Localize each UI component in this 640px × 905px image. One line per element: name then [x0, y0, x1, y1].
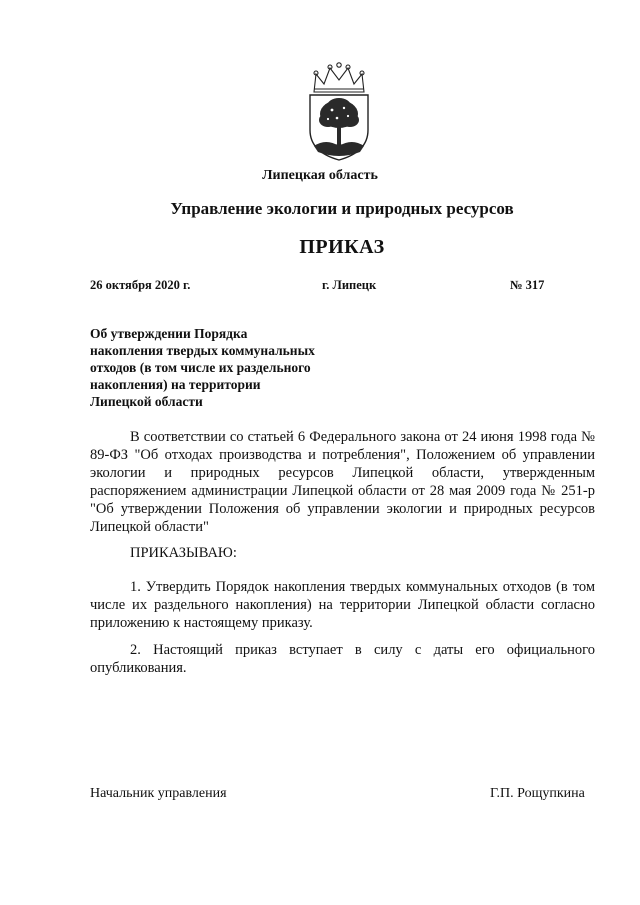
document-type: ПРИКАЗ [299, 236, 385, 258]
order-subject [90, 325, 360, 410]
order-date: 26 октября 2020 г. [90, 278, 191, 292]
item-2-paragraph [90, 641, 595, 677]
item-2-text: 2. Настоящий приказ вступает в силу с даты его официального опубликования. [90, 642, 595, 676]
order-number: № 317 [510, 278, 545, 292]
signatory-position: Начальник управления [90, 786, 227, 801]
region-name: Липецкая область [262, 168, 378, 183]
preamble-paragraph [90, 428, 595, 536]
subject-line: накопления) на территории [90, 377, 261, 392]
preamble-text: В соответствии со статьей 6 Федерального закона от 24 июня 1998 года № 89-ФЗ "Об отходах производства и потребления", Положением об управлении экологии и природных ресурсов Липецкой области, утвержденным распоряжением администрации Липецкой области от 28 мая 2009 года № 251-р "Об утверждении Положения об управлении экологии и природных ресурсов Липецкой области" [90, 429, 595, 535]
agency-name: Управление экологии и природных ресурсов [170, 199, 514, 218]
order-city: г. Липецк [322, 278, 377, 292]
subject-line: отходов (в том числе их раздельного [90, 360, 311, 375]
subject-line: накопления твердых коммунальных [90, 343, 315, 358]
order-word: ПРИКАЗЫВАЮ: [130, 545, 237, 561]
subject-line: Липецкой области [90, 394, 203, 409]
signatory-name: Г.П. Рощупкина [490, 786, 585, 801]
item-1-text: 1. Утвердить Порядок накопления твердых коммунальных отходов (в том числе их раздельного накопления) на территории Липецкой области согласно приложению к настоящему приказу. [90, 579, 595, 631]
subject-line: Об утверждении Порядка [90, 326, 248, 341]
coat-of-arms-icon [302, 62, 376, 162]
item-1-paragraph [90, 578, 595, 632]
